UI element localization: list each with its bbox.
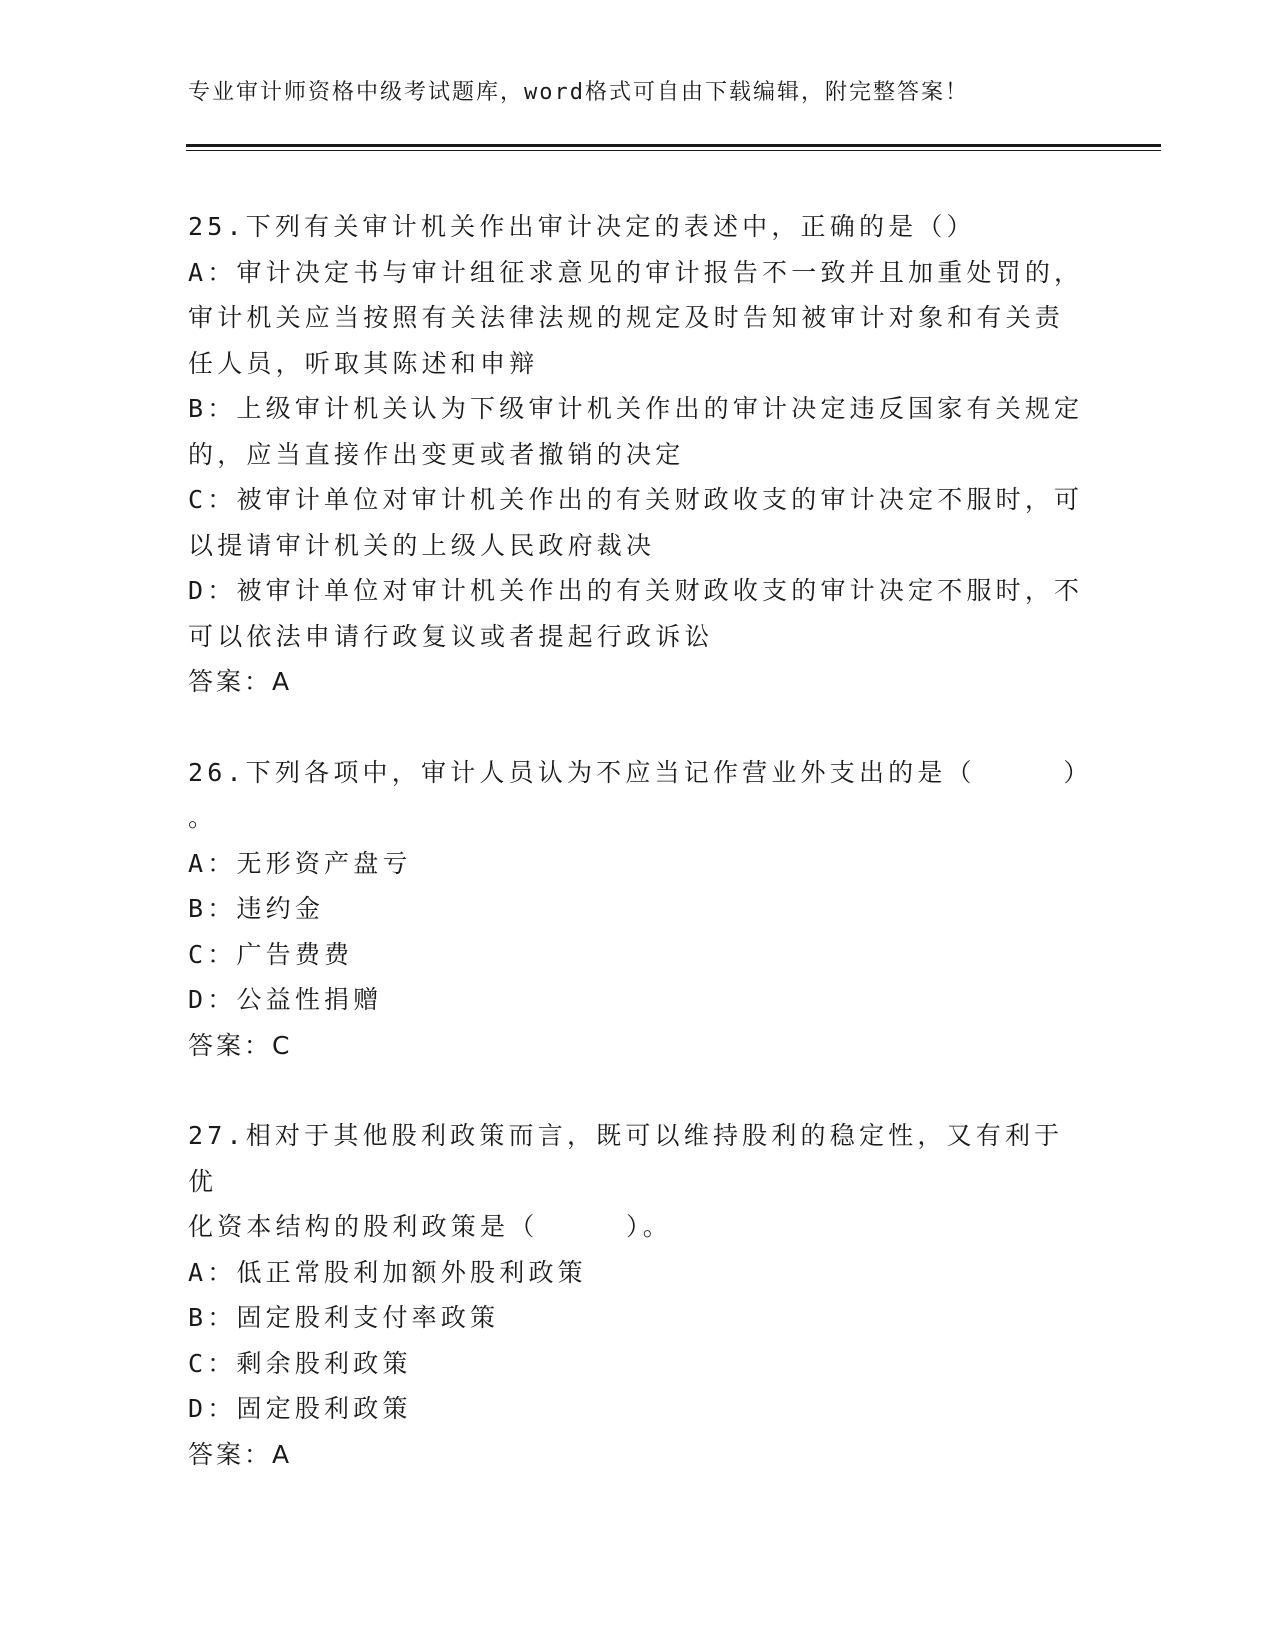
header-rule-thick	[186, 144, 1161, 147]
option-b-cont: 的，应当直接作出变更或者撤销的决定	[188, 439, 685, 469]
option-d: D：固定股利政策	[188, 1394, 412, 1423]
option-c: C：广告费费	[188, 939, 354, 969]
option-c: C：被审计单位对审计机关作出的有关财政收支的审计决定不服时，可	[188, 485, 1084, 514]
question-stem-cont: 。	[188, 803, 218, 832]
question-stem: 26.下列各项中，审计人员认为不应当记作营业外支出的是（ ）	[188, 757, 1093, 787]
question-27	[188, 1113, 1088, 1477]
option-b: B：上级审计机关认为下级审计机关作出的审计决定违反国家有关规定	[188, 394, 1084, 423]
header-rule-thin	[186, 150, 1161, 151]
option-a: A：无形资产盘亏	[188, 848, 412, 878]
question-stem: 25.下列有关审计机关作出审计决定的表述中，正确的是（）	[188, 212, 976, 241]
page-header: 专业审计师资格中级考试题库，word格式可自由下载编辑，附完整答案！	[188, 80, 969, 105]
option-b: B：违约金	[188, 894, 325, 923]
answer-line: 答案：C	[188, 1030, 293, 1060]
option-b: B：固定股利支付率政策	[188, 1303, 500, 1332]
option-d-cont: 可以依法申请行政复议或者提起行政诉讼	[188, 621, 714, 651]
option-c-cont: 以提请审计机关的上级人民政府裁决	[188, 530, 656, 560]
option-a-cont: 审计机关应当按照有关法律法规的规定及时告知被审计对象和有关责	[188, 303, 1065, 332]
option-c: C：剩余股利政策	[188, 1348, 412, 1378]
question-stem: 27.相对于其他股利政策而言，既可以维持股利的稳定性，又有利于优	[188, 1121, 1064, 1196]
option-a-cont: 任人员，听取其陈述和申辩	[188, 348, 539, 378]
answer-line: 答案：A	[188, 667, 293, 696]
question-25	[188, 204, 1088, 705]
answer-line: 答案：A	[188, 1439, 293, 1469]
question-26	[188, 750, 1093, 1069]
question-stem-cont: 化资本结构的股利政策是（ ）。	[188, 1212, 672, 1241]
option-a: A：低正常股利加额外股利政策	[188, 1257, 587, 1287]
option-d: D：公益性捐赠	[188, 985, 383, 1014]
option-a: A：审计决定书与审计组征求意见的审计报告不一致并且加重处罚的，	[188, 257, 1084, 287]
option-d: D：被审计单位对审计机关作出的有关财政收支的审计决定不服时，不	[188, 576, 1084, 605]
question-list	[188, 204, 1093, 1477]
